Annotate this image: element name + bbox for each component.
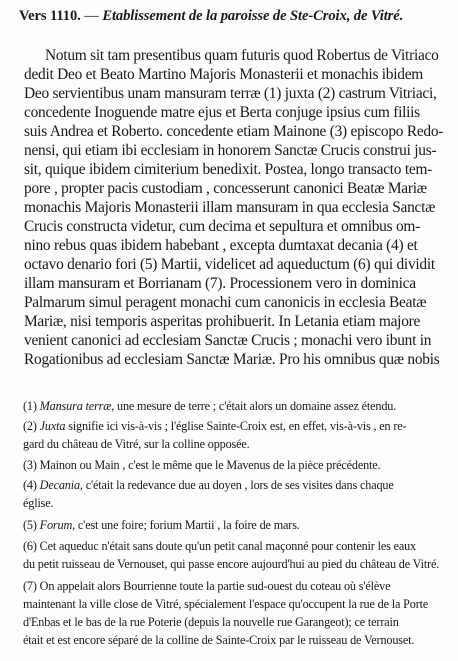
footnote-number: (7) [23, 579, 40, 593]
body-line: monachis Majoris Monasterii illam mansuram in qua ecclesia Sanctæ [24, 199, 436, 216]
footnote-4 [23, 478, 394, 493]
footnote-term: Juxta [39, 419, 66, 433]
footnote-number: (5) [23, 518, 40, 532]
footnote-text: Mainon ou Main , c'est le même que le Mavenus de la pièce précédente. [39, 458, 381, 472]
footnote-7-cont: maintenant la ville close de Vitré, spécialement l'espace qu'occupent la rue de la Porte [23, 597, 429, 611]
footnote-text: , une mesure de terre ; c'était alors un domaine assez étendu. [111, 399, 397, 413]
body-line: nino rebus quas ibidem habebant , excepta dumtaxat decania (4) et [24, 237, 418, 254]
body-line: Crucis constructa videtur, cum decima et sepultura et omnibus om- [24, 218, 421, 235]
footnote-2 [23, 419, 406, 434]
footnote-term: Forum [39, 518, 73, 532]
body-line: Notum sit tam presentibus quam futuris quod Robertus de Vitriaco [45, 47, 439, 64]
footnote-7-cont: d'Enbas et le bas de la rue Poterie (depuis la nouvelle rue Garangeot); ce terrain [23, 615, 399, 629]
body-line: Palmarum simul peragent monachi cum canonicis in ecclesia Beatæ [24, 294, 427, 311]
footnote-6 [23, 539, 416, 554]
header-date: Vers 1110. [19, 8, 81, 24]
footnote-text: Cet aqueduc n'était sans doute qu'un petit canal maçonné pour contenir les eaux [39, 539, 416, 553]
footnote-2-cont: gard du château de Vitré, sur la colline opposée. [23, 437, 250, 451]
footnote-number: (2) [23, 419, 40, 433]
footnote-7-cont: était et est encore séparé de la colline de Sainte-Croix par le ruisseau de Vernouset. [23, 633, 415, 647]
footnote-7 [23, 579, 390, 594]
footnote-term: Mansura terræ [39, 399, 112, 413]
footnote-number: (3) [23, 458, 40, 472]
body-line: dedit Deo et Beato Martino Majoris Monasterii et monachis ibidem [24, 66, 424, 83]
body-line: Deo servientibus unam mansuram terræ (1) juxta (2) castrum Vitriaci, [24, 85, 437, 102]
footnote-term: Decania [39, 478, 80, 492]
body-line: concedente Inoguende matre ejus et Berta conjuge ipsius cum filiis [24, 104, 420, 121]
page-header [19, 8, 444, 25]
footnote-text: , c'est une foire; forium Martii , la foire de mars. [72, 518, 300, 532]
footnote-number: (4) [23, 478, 40, 492]
body-line: venient canonici ad ecclesiam Sanctæ Crucis ; monachi vero ibunt in [24, 332, 432, 349]
footnote-number: (1) [23, 399, 40, 413]
body-line: illam mansuram et Borrianam (7). Processionem vero in dominica [24, 275, 416, 292]
footnote-5 [23, 518, 300, 533]
footnote-number: (6) [23, 539, 40, 553]
footnote-1 [23, 399, 396, 414]
body-line: octavo denario fori (5) Martii, videlicet ad aqueductum (6) qui dividit [24, 256, 435, 273]
footnote-3 [23, 458, 380, 473]
header-title: Etablissement de la paroisse de Ste-Croix, de Vitré. [102, 8, 404, 24]
body-line: Mariæ, nisi temporis asperitas prohibuerit. In Letania etiam majore [24, 313, 421, 330]
body-line: suis Andrea et Roberto. concedente etiam Mainone (3) episcopo Redo- [24, 123, 444, 140]
header-dash: — [80, 8, 103, 24]
body-line: sit, quique ibidem cimiterium benedixit. Postea, longo transacto tem- [24, 161, 433, 178]
body-line: pore , propter pacis custodiam , concesserunt canonici Beatæ Mariæ [24, 180, 427, 197]
body-line: Rogationibus ad ecclesiam Sanctæ Mariæ. Pro his omnibus quæ nobis [24, 351, 440, 368]
footnote-text: signifie ici vis-à-vis ; l'église Sainte-Croix est, en effet, vis-à-vis , en re- [65, 419, 407, 433]
footnote-text: , c'était la redevance due au doyen , lors de ses visites dans chaque [79, 478, 394, 492]
footnote-4-cont: église. [23, 496, 54, 510]
footnote-6-cont: du petit ruisseau de Vernouset, qui passe encore aujourd'hui au pied du château de Vitré. [23, 557, 440, 571]
body-line: nensi, qui etiam ibi ecclesiam in honorem Sanctæ Crucis construi jus- [24, 142, 437, 159]
footnote-text: On appelait alors Bourrienne toute la partie sud-ouest du coteau où s'élève [39, 579, 391, 593]
